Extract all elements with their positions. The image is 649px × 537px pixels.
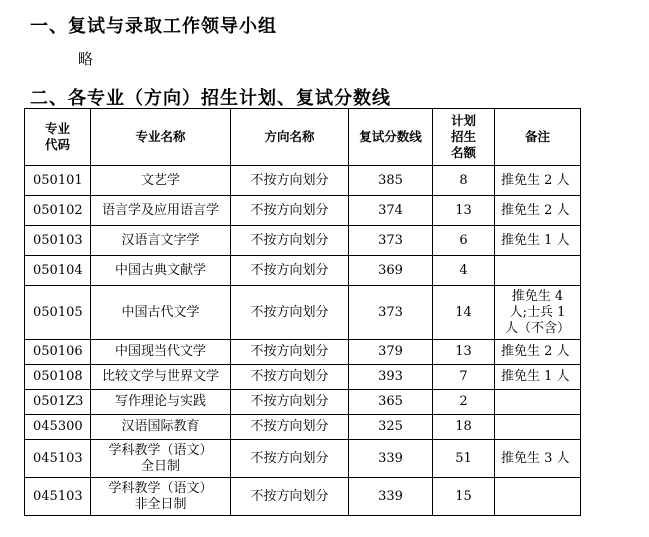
cell-plan: 8 [433, 166, 495, 196]
cell-name: 中国古典文献学 [91, 256, 231, 286]
cell-name: 写作理论与实践 [91, 390, 231, 415]
cell-plan: 15 [433, 478, 495, 516]
cell-direction: 不按方向划分 [231, 166, 349, 196]
header-code: 专业 代码 [25, 109, 91, 166]
cell-remark: 推免生 1 人 [495, 365, 581, 390]
cell-plan: 4 [433, 256, 495, 286]
cell-plan: 51 [433, 440, 495, 478]
cell-direction: 不按方向划分 [231, 365, 349, 390]
cell-score: 339 [349, 440, 433, 478]
cell-name: 比较文学与世界文学 [91, 365, 231, 390]
cell-plan: 18 [433, 415, 495, 440]
cell-code: 045103 [25, 478, 91, 516]
cell-name: 学科教学（语文） 非全日制 [91, 478, 231, 516]
cell-score: 385 [349, 166, 433, 196]
cell-plan: 13 [433, 340, 495, 365]
cell-direction: 不按方向划分 [231, 256, 349, 286]
cell-code: 050103 [25, 226, 91, 256]
cell-remark [495, 256, 581, 286]
cell-code: 050106 [25, 340, 91, 365]
admission-plan-table [24, 108, 581, 516]
cell-name: 文艺学 [91, 166, 231, 196]
cell-direction: 不按方向划分 [231, 226, 349, 256]
cell-name: 汉语言文字学 [91, 226, 231, 256]
header-remark: 备注 [495, 109, 581, 166]
table-row [25, 478, 581, 516]
cell-code: 045300 [25, 415, 91, 440]
cell-remark [495, 390, 581, 415]
cell-remark: 推免生 2 人 [495, 196, 581, 226]
table-row [25, 415, 581, 440]
cell-score: 374 [349, 196, 433, 226]
cell-direction: 不按方向划分 [231, 478, 349, 516]
cell-score: 373 [349, 226, 433, 256]
table-row [25, 226, 581, 256]
table-header-row [25, 109, 581, 166]
cell-code: 0501Z3 [25, 390, 91, 415]
cell-plan: 6 [433, 226, 495, 256]
cell-remark: 推免生 4 人;士兵 1 人（不含） [495, 286, 581, 340]
table-row [25, 166, 581, 196]
section-1-title: 一、复试与录取工作领导小组 [30, 16, 277, 37]
cell-code: 050104 [25, 256, 91, 286]
cell-direction: 不按方向划分 [231, 286, 349, 340]
table-row [25, 340, 581, 365]
cell-direction: 不按方向划分 [231, 415, 349, 440]
cell-remark: 推免生 2 人 [495, 166, 581, 196]
cell-remark: 推免生 2 人 [495, 340, 581, 365]
cell-score: 325 [349, 415, 433, 440]
header-direction: 方向名称 [231, 109, 349, 166]
cell-remark [495, 478, 581, 516]
cell-remark [495, 415, 581, 440]
table-row [25, 365, 581, 390]
section-1-note: 略 [78, 50, 94, 68]
cell-score: 393 [349, 365, 433, 390]
table-row [25, 390, 581, 415]
table-row [25, 440, 581, 478]
cell-score: 379 [349, 340, 433, 365]
cell-name: 中国现当代文学 [91, 340, 231, 365]
cell-direction: 不按方向划分 [231, 390, 349, 415]
cell-name: 学科教学（语文） 全日制 [91, 440, 231, 478]
table-row [25, 256, 581, 286]
cell-direction: 不按方向划分 [231, 440, 349, 478]
cell-remark: 推免生 1 人 [495, 226, 581, 256]
cell-score: 369 [349, 256, 433, 286]
cell-direction: 不按方向划分 [231, 340, 349, 365]
header-score: 复试分数线 [349, 109, 433, 166]
cell-plan: 13 [433, 196, 495, 226]
cell-name: 汉语国际教育 [91, 415, 231, 440]
section-2-title: 二、各专业（方向）招生计划、复试分数线 [30, 88, 391, 109]
cell-code: 050105 [25, 286, 91, 340]
cell-name: 中国古代文学 [91, 286, 231, 340]
cell-remark: 推免生 3 人 [495, 440, 581, 478]
cell-plan: 14 [433, 286, 495, 340]
table-row [25, 286, 581, 340]
cell-direction: 不按方向划分 [231, 196, 349, 226]
cell-score: 339 [349, 478, 433, 516]
cell-code: 050108 [25, 365, 91, 390]
cell-name: 语言学及应用语言学 [91, 196, 231, 226]
cell-plan: 7 [433, 365, 495, 390]
table-row [25, 196, 581, 226]
cell-score: 365 [349, 390, 433, 415]
cell-score: 373 [349, 286, 433, 340]
header-name: 专业名称 [91, 109, 231, 166]
header-plan: 计划 招生 名额 [433, 109, 495, 166]
cell-code: 050102 [25, 196, 91, 226]
cell-code: 050101 [25, 166, 91, 196]
cell-plan: 2 [433, 390, 495, 415]
cell-code: 045103 [25, 440, 91, 478]
